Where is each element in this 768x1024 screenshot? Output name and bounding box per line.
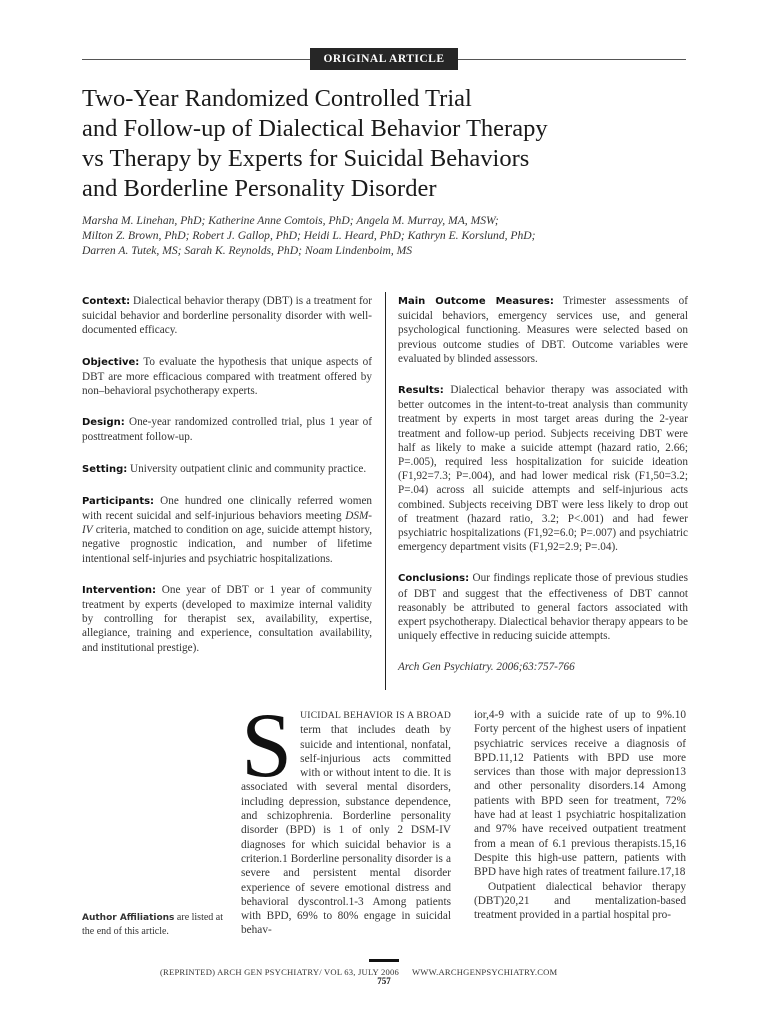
outcome-label: Main Outcome Measures: xyxy=(398,296,554,307)
body-col2-paragraph-2: Outpatient dialectical behavior therapy (DBT)20,21 and mentalization-based treatment provided in a partial hospital pro- xyxy=(474,880,686,922)
lead-in-smallcaps: UICIDAL BEHAVIOR IS A BROAD xyxy=(300,710,451,721)
conclusions-text: Our findings replicate those of previous studies of DBT and suggest that the effectiveness of DBT cannot reasonably be attributed to general factors associated with expert psychotherapy. Dialectical behavior therapy appears to be uniquely effective in reducing suicide attempts. xyxy=(398,572,689,643)
title-line: and Borderline Personality Disorder xyxy=(82,175,437,202)
author-affiliations-note xyxy=(82,911,232,938)
body-col2-paragraph-1: ior,4-9 with a suicide rate of up to 9%.10 Forty percent of the highest users of inpatient psychiatric services receive a diagnosis of BPD.11,12 Patients with BPD use more services than those with major depression13 and other personality disorders.14 Among patients with BPD seen for treatment, 72% have had at least 1 psychiatric hospitalization and 97% have received outpatient treatment from a mean of 6.1 previous therapists.15,16 Despite this high-use pattern, patients with BPD have high rates of treatment failure.17,18 xyxy=(474,709,686,879)
footer-website: WWW.ARCHGENPSYCHIATRY.COM xyxy=(412,967,558,977)
footer-rule xyxy=(369,959,399,962)
setting-text: University outpatient clinic and community practice. xyxy=(130,462,367,475)
abstract-left-column xyxy=(82,294,372,672)
abstract-setting xyxy=(82,462,372,477)
body-column-2 xyxy=(474,708,686,922)
intervention-text: One year of DBT or 1 year of community treatment by experts (developed to maximize internal validity by controlling for therapist sex, availability, expertise, allegiance, training and experience, consultation availability, and institutional prestige). xyxy=(82,583,373,654)
title-line: Two-Year Randomized Controlled Trial xyxy=(82,85,472,112)
context-label: Context: xyxy=(82,296,131,307)
affiliations-text: are listed at the end of this article. xyxy=(82,912,224,937)
page-number: 757 xyxy=(377,976,391,986)
abstract-results xyxy=(398,383,688,554)
abstract-design xyxy=(82,415,372,444)
drop-cap: S xyxy=(241,694,293,796)
design-text: One-year randomized controlled trial, plus 1 year of posttreatment follow-up. xyxy=(82,416,373,444)
badge-rule-right xyxy=(458,59,686,60)
author-line: Marsha M. Linehan, PhD; Katherine Anne Comtois, PhD; Angela M. Murray, MA, MSW; xyxy=(82,214,499,227)
design-label: Design: xyxy=(82,417,125,429)
abstract-right-column xyxy=(398,294,688,692)
affiliations-label: Author Affiliations xyxy=(82,913,175,923)
body-col1-text: term that includes death by suicide and intentional, nonfatal, self-injurious acts committed with or without intent to die. It is associated with several mental disorders, including depression, substance dependence, and schizophrenia. Borderline personality disorder (BPD) is 1 of only 2 DSM-IV diagnoses for which suicidal behavior is a criterion.1 Borderline personality disorder is a severe and persistent mental disorder experience of severe emotional distress and behavioral dyscontrol.1-3 Among patients with BPD, 69% to 80% engage in suicidal behav- xyxy=(241,724,451,937)
abstract-divider xyxy=(385,292,386,690)
results-text: Dialectical behavior therapy was associated with better outcomes in the intent-to-treat analysis than community treatment by experts in most target areas during the 2-year treatment and follow-up period. Subjects receiving DBT were half as likely to make a suicide attempt (hazard ratio, 2.66; P=.005), required less hospitalization for suicide ideation (F1,92=7.3; P=.004), and had lower medical risk (F1,50=3.2; P=.04) across all suicide attempts and self-injurious acts combined. Subjects receiving DBT were less likely to drop out of treatment (hazard ratio, 3.2; P<.001) and had fewer psychiatric hospitalizations (F1,92=6.0; P=.007) and psychiatric emergency department visits (F1,92=2.9; P=.04). xyxy=(398,384,689,554)
body-column-1 xyxy=(241,694,451,938)
participants-dsm: DSM-IV xyxy=(82,510,372,537)
title-line: and Follow-up of Dialectical Behavior Therapy xyxy=(82,115,548,142)
conclusions-label: Conclusions: xyxy=(398,573,470,585)
participants-text-b: criteria, matched to condition on age, suicide attempt history, negative prognostic indication, and number of lifetime intentional self-injuries and psychiatric hospitalizations. xyxy=(82,524,372,565)
abstract-intervention xyxy=(82,583,372,655)
title-line: vs Therapy by Experts for Suicidal Behaviors xyxy=(82,145,530,172)
participants-label: Participants: xyxy=(82,495,155,507)
participants-text-a: One hundred one clinically referred women with recent suicidal and self-injurious behaviors meeting xyxy=(82,494,373,523)
results-label: Results: xyxy=(398,385,444,397)
abstract-objective xyxy=(82,355,372,399)
author-line: Darren A. Tutek, MS; Sarah K. Reynolds, PhD; Noam Lindenboim, MS xyxy=(82,244,413,257)
article-type-badge: ORIGINAL ARTICLE xyxy=(310,48,458,70)
objective-label: Objective: xyxy=(82,356,140,368)
objective-text: To evaluate the hypothesis that unique aspects of DBT are more efficacious compared with treatment offered by non–behavioral psychotherapy experts. xyxy=(82,355,372,398)
abstract-outcome xyxy=(398,294,688,366)
badge-rule-left xyxy=(82,59,310,60)
author-line: Milton Z. Brown, PhD; Robert J. Gallop, PhD; Heidi L. Heard, PhD; Kathryn E. Korslund, PhD; xyxy=(82,229,536,242)
author-list xyxy=(82,213,702,258)
article-title xyxy=(82,84,702,204)
abstract-conclusions xyxy=(398,571,688,643)
setting-label: Setting: xyxy=(82,463,128,475)
abstract-context xyxy=(82,294,372,338)
context-text: Dialectical behavior therapy (DBT) is a treatment for suicidal behavior and borderline personality disorder with well-documented efficacy. xyxy=(82,295,372,337)
intervention-label: Intervention: xyxy=(82,584,156,596)
abstract-participants xyxy=(82,494,372,566)
outcome-text: Trimester assessments of suicidal behaviors, emergency services use, and general psychological functioning. Measures were selected based on previous outcome studies of DBT. Outcome variables were evaluated by blinded assessors. xyxy=(398,295,688,365)
journal-citation: Arch Gen Psychiatry. 2006;63:757-766 xyxy=(398,661,575,674)
footer-journal-info: (REPRINTED) ARCH GEN PSYCHIATRY/ VOL 63, JULY 2006 xyxy=(160,967,399,977)
